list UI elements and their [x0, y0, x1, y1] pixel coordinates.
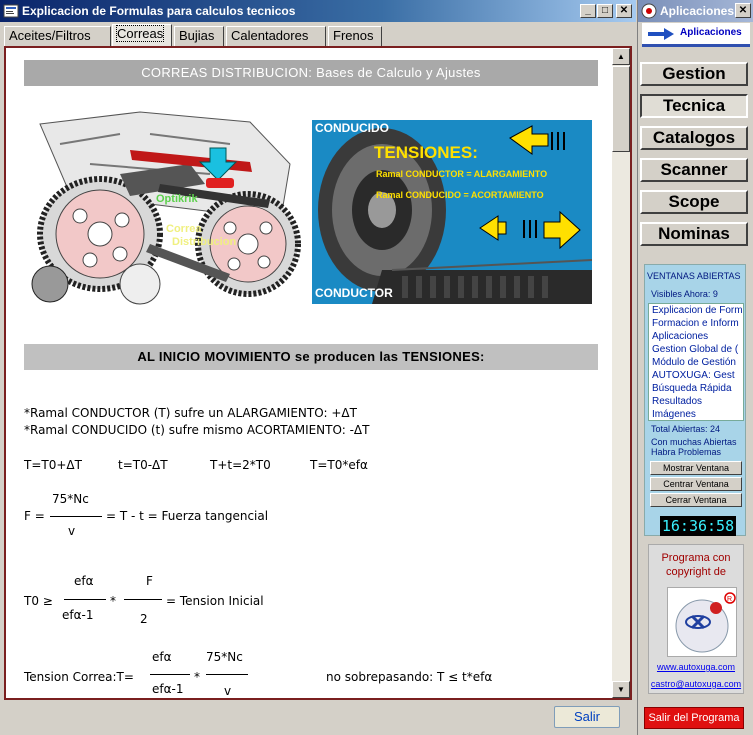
tc-numerator-2: 75*Nc	[206, 650, 243, 664]
tab-bujias[interactable]: Bujias	[174, 26, 224, 46]
tension-line1: Ramal CONDUCTOR = ALARGAMIENTO	[376, 169, 548, 179]
t0-denominator-2: 2	[140, 612, 148, 626]
equation-2: t=T0-ΔT	[118, 458, 168, 472]
window-list-item[interactable]: Búsqueda Rápida	[652, 383, 732, 394]
content-scrollbar[interactable]	[612, 48, 630, 698]
window-list-item[interactable]: Aplicaciones	[652, 331, 709, 342]
correa-label: Correa	[166, 223, 202, 235]
app-icon	[641, 3, 657, 19]
nav-tecnica[interactable]: Tecnica	[640, 94, 748, 118]
window-list-item[interactable]: Gestion Global de (	[652, 344, 739, 355]
f-suffix: = T - t = Fuerza tangencial	[106, 509, 269, 523]
panel-close-button[interactable]: ✕	[735, 3, 751, 18]
t0-multiply: *	[110, 594, 116, 608]
app-icon	[3, 3, 19, 19]
content-frame	[4, 46, 632, 700]
applications-panel	[637, 0, 753, 735]
equation-4: T=T0*efα	[310, 458, 368, 472]
t0-fraction-line-1	[64, 599, 106, 600]
email-link[interactable]: castro@autoxuga.com	[650, 679, 742, 689]
tab-correas[interactable]: Correas	[112, 24, 172, 46]
tc-denominator-2: v	[224, 684, 232, 698]
open-windows-list[interactable]	[648, 303, 744, 421]
centrar-ventana-button[interactable]: Centrar Ventana	[650, 477, 742, 491]
salir-button[interactable]: Salir	[554, 706, 620, 728]
svg-text:R: R	[727, 596, 733, 603]
mostrar-ventana-button[interactable]: Mostrar Ventana	[650, 461, 742, 475]
section-title-correas: CORREAS DISTRIBUCION: Bases de Calculo y Ajustes	[24, 60, 598, 86]
nav-catalogos[interactable]: Catalogos	[640, 126, 748, 150]
bottom-bar	[0, 700, 636, 735]
open-windows-header: VENTANAS ABIERTAS	[647, 271, 741, 281]
title-bar[interactable]	[0, 0, 636, 22]
scroll-thumb[interactable]	[612, 66, 630, 152]
total-open-count: Total Abiertas: 24	[651, 424, 721, 434]
content-area	[12, 48, 608, 698]
window-list-item[interactable]: AUTOXUGA: Gest	[652, 370, 735, 381]
tc-prefix: Tension Correa:T=	[24, 670, 134, 684]
t0-suffix: = Tension Inicial	[166, 594, 264, 608]
belt-tension-diagram	[312, 120, 592, 304]
tc-numerator-1: efα	[152, 650, 172, 664]
f-fraction-line	[50, 516, 102, 517]
text-ramal-conducido: *Ramal CONDUCIDO (t) sufre mismo ACORTAMIENTO: -ΔT	[24, 423, 370, 437]
scroll-down-arrow-icon[interactable]: ▼	[612, 681, 630, 698]
t0-denominator-1: efα-1	[62, 608, 94, 622]
tc-fraction-line-2	[206, 674, 248, 675]
salir-programa-button[interactable]: Salir del Programa	[644, 707, 744, 729]
logo-icon	[668, 588, 738, 658]
aplicaciones-label: Aplicaciones	[680, 27, 742, 38]
autoxuga-logo[interactable]	[667, 587, 737, 657]
t0-numerator-1: efα	[74, 574, 94, 588]
conductor-label: CONDUCTOR	[315, 286, 393, 300]
window-list-item[interactable]: Módulo de Gestión	[652, 357, 736, 368]
website-link[interactable]: www.autoxuga.com	[656, 662, 736, 672]
timing-belt-engine-image	[30, 104, 306, 320]
f-denominator: v	[68, 524, 76, 538]
equation-3: T+t=2*T0	[210, 458, 271, 472]
nav-gestion[interactable]: Gestion	[640, 62, 748, 86]
f-prefix: F =	[24, 509, 45, 523]
section-title-tensiones: AL INICIO MOVIMIENTO se producen las TENSIONES:	[24, 344, 598, 370]
tensiones-label: TENSIONES:	[374, 143, 478, 162]
text-ramal-conductor: *Ramal CONDUCTOR (T) sufre un ALARGAMIENTO: +ΔT	[24, 406, 357, 420]
equation-1: T=T0+ΔT	[24, 458, 82, 472]
minimize-button[interactable]: _	[580, 4, 596, 18]
maximize-button[interactable]: □	[597, 4, 613, 18]
aplicaciones-header[interactable]	[642, 23, 750, 47]
panel-title: Aplicaciones	[660, 4, 735, 18]
copyright-text: Programa con copyright de	[661, 552, 731, 578]
scroll-up-arrow-icon[interactable]: ▲	[612, 48, 630, 65]
tension-line2: Ramal CONDUCIDO = ACORTAMIENTO	[376, 190, 544, 200]
panel-title-bar[interactable]	[638, 0, 753, 22]
tab-aceites-filtros[interactable]: Aceites/Filtros	[4, 26, 111, 46]
tab-calentadores[interactable]: Calentadores	[226, 26, 326, 46]
window-list-item[interactable]: Formacion e Inform	[652, 318, 739, 329]
tc-denominator-1: efα-1	[152, 682, 184, 696]
tab-frenos[interactable]: Frenos	[328, 26, 382, 46]
tc-fraction-line-1	[150, 674, 190, 675]
open-windows-panel	[644, 264, 746, 536]
close-button[interactable]: ✕	[616, 4, 632, 18]
nav-scanner[interactable]: Scanner	[640, 158, 748, 182]
window-list-item[interactable]: Explicacion de Form	[652, 305, 743, 316]
f-numerator: 75*Nc	[52, 492, 89, 506]
optikrik-label: Optikrik	[156, 193, 198, 205]
tab-strip	[2, 24, 632, 46]
nav-scope[interactable]: Scope	[640, 190, 748, 214]
window-list-item[interactable]: Imágenes	[652, 409, 696, 420]
window-list-item[interactable]: Resultados	[652, 396, 703, 407]
t0-prefix: T0 ≥	[24, 594, 53, 608]
arrow-right-icon	[648, 28, 674, 40]
digital-clock: 16:36:58	[661, 517, 735, 535]
nav-nominas[interactable]: Nominas	[640, 222, 748, 246]
conducido-label: CONDUCIDO	[315, 121, 389, 135]
t0-fraction-line-2	[124, 599, 162, 600]
window-title: Explicacion de Formulas para calculos tecnicos	[22, 4, 296, 18]
tc-multiply: *	[194, 670, 200, 684]
t0-numerator-2: F	[146, 574, 153, 588]
cerrar-ventana-button[interactable]: Cerrar Ventana	[650, 493, 742, 507]
distribucion-label: Distribucion	[172, 236, 237, 248]
visible-count: Visibles Ahora: 9	[651, 289, 718, 299]
too-many-warning: Con muchas Abiertas Habra Problemas	[651, 437, 737, 457]
tc-note: no sobrepasando: T ≤ t*efα	[326, 670, 493, 684]
